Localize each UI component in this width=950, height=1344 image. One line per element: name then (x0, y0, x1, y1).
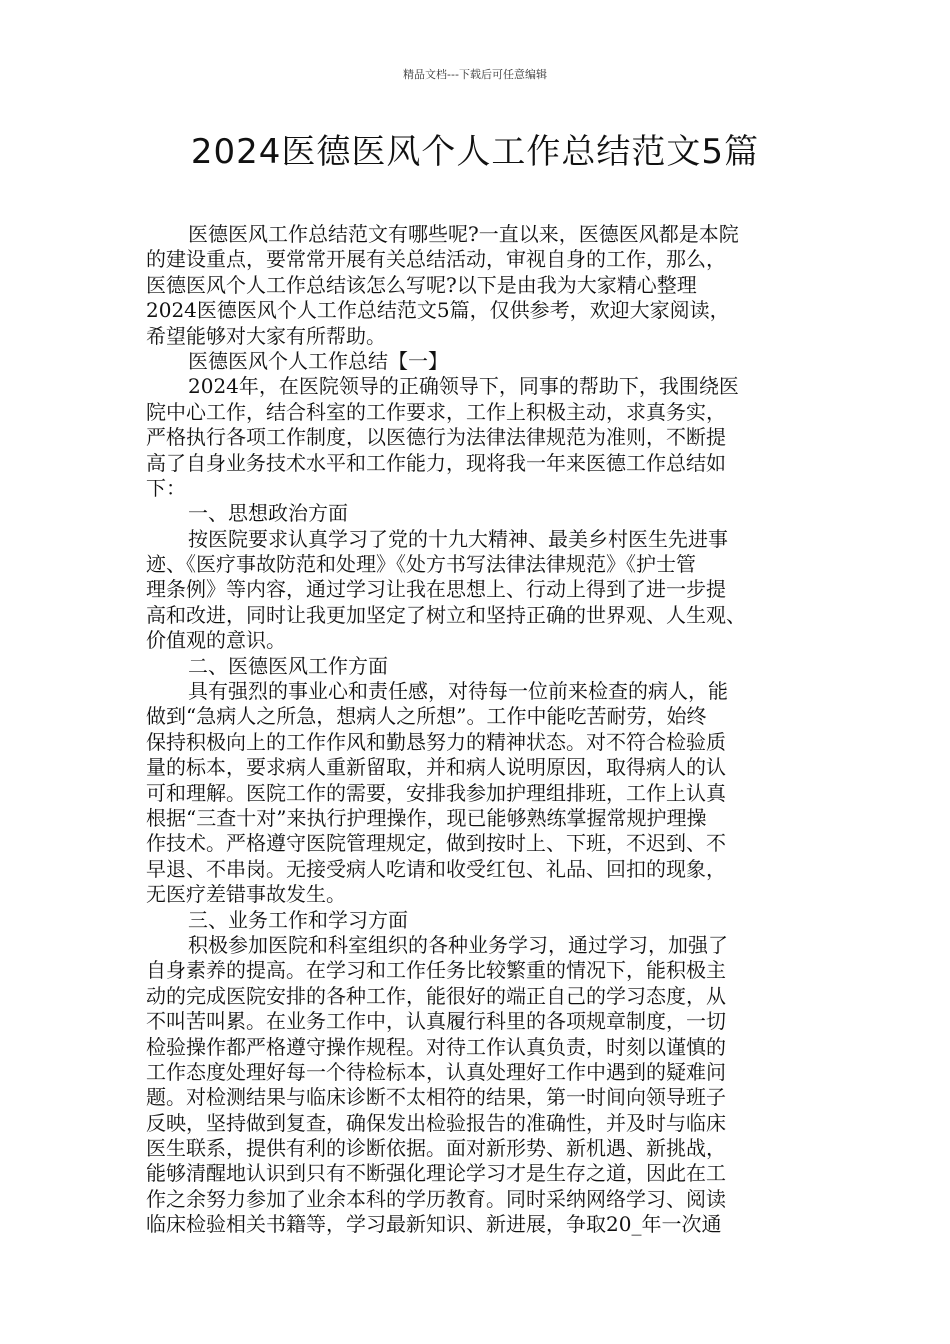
text-line: 医德医风个人工作总结该怎么写呢?以下是由我为大家精心整理 (146, 272, 697, 297)
text-line: 作技术。严格遵守医院管理规定，做到按时上、下班，不迟到、不 (146, 831, 726, 856)
text-line: 院中心工作，结合科室的工作要求，工作上积极主动，求真务实， (146, 399, 726, 424)
text-line: 一、思想政治方面 (188, 501, 348, 526)
text-line: 作之余努力参加了业余本科的学历教育。同时采纳网络学习、阅读 (146, 1186, 726, 1211)
text-line: 能够清醒地认识到只有不断强化理论学习才是生存之道，因此在工 (146, 1161, 726, 1186)
text-line: 理条例》等内容，通过学习让我在思想上、行动上得到了进一步提 (146, 577, 726, 602)
text-line: 检验操作都严格遵守操作规程。对待工作认真负责，时刻以谨慎的 (146, 1034, 726, 1059)
text-line: 下： (146, 475, 186, 500)
text-line: 保持积极向上的工作作风和勤恳努力的精神状态。对不符合检验质 (146, 729, 726, 754)
text-line: 高了自身业务技术水平和工作能力，现将我一年来医德工作总结如 (146, 450, 726, 475)
text-line: 工作态度处理好每一个待检标本，认真处理好工作中遇到的疑难问 (146, 1059, 726, 1084)
text-line: 按医院要求认真学习了党的十九大精神、最美乡村医生先进事 (188, 526, 728, 551)
text-line: 根据“三查十对”来执行护理操作，现已能够熟练掌握常规护理操 (146, 805, 707, 830)
text-line: 不叫苦叫累。在业务工作中，认真履行科里的各项规章制度，一切 (146, 1009, 726, 1034)
text-line: 三、业务工作和学习方面 (188, 907, 408, 932)
text-line: 可和理解。医院工作的需要，安排我参加护理组排班，工作上认真 (146, 780, 726, 805)
text-line: 反映，坚持做到复查，确保发出检验报告的准确性，并及时与临床 (146, 1110, 726, 1135)
text-line: 医德医风个人工作总结【一】 (188, 348, 448, 373)
document-body (146, 222, 816, 1238)
text-line: 2024医德医风个人工作总结范文5篇，仅供参考，欢迎大家阅读， (146, 298, 730, 323)
text-line: 早退、不串岗。无接受病人吃请和收受红包、礼品、回扣的现象， (146, 856, 726, 881)
text-line: 量的标本，要求病人重新留取，并和病人说明原因，取得病人的认 (146, 755, 726, 780)
document-title: 2024医德医风个人工作总结范文5篇 (190, 132, 760, 172)
text-line: 2024年，在医院领导的正确领导下，同事的帮助下，我围绕医 (188, 374, 739, 399)
text-line: 题。对检测结果与临床诊断不太相符的结果，第一时间向领导班子 (146, 1085, 726, 1110)
text-line: 做到“急病人之所急，想病人之所想”。工作中能吃苦耐劳，始终 (146, 704, 707, 729)
text-line: 迹、《医疗事故防范和处理》《处方书写法律法律规范》《护士管 (146, 552, 696, 577)
text-line: 二、医德医风工作方面 (188, 653, 388, 678)
text-line: 医生联系，提供有利的诊断依据。面对新形势、新机遇、新挑战， (146, 1136, 726, 1161)
text-line: 临床检验相关书籍等，学习最新知识、新进展，争取20_年一次通 (146, 1212, 722, 1237)
text-line: 价值观的意识。 (146, 628, 286, 653)
text-line: 动的完成医院安排的各种工作，能很好的端正自己的学习态度，从 (146, 983, 726, 1008)
text-line: 希望能够对大家有所帮助。 (146, 323, 386, 348)
text-line: 高和改进，同时让我更加坚定了树立和坚持正确的世界观、人生观、 (146, 602, 746, 627)
header-note: 精品文档---下载后可任意编辑 (403, 68, 547, 81)
text-line: 积极参加医院和科室组织的各种业务学习，通过学习，加强了 (188, 932, 728, 957)
text-line: 医德医风工作总结范文有哪些呢?一直以来，医德医风都是本院 (188, 222, 739, 246)
text-line: 无医疗差错事故发生。 (146, 882, 346, 907)
text-line: 具有强烈的事业心和责任感，对待每一位前来检查的病人，能 (188, 679, 728, 704)
text-line: 严格执行各项工作制度，以医德行为法律法律规范为准则，不断提 (146, 425, 726, 450)
text-line: 的建设重点，要常常开展有关总结活动，审视自身的工作，那么， (146, 247, 726, 272)
text-line: 自身素养的提高。在学习和工作任务比较繁重的情况下，能积极主 (146, 958, 726, 983)
